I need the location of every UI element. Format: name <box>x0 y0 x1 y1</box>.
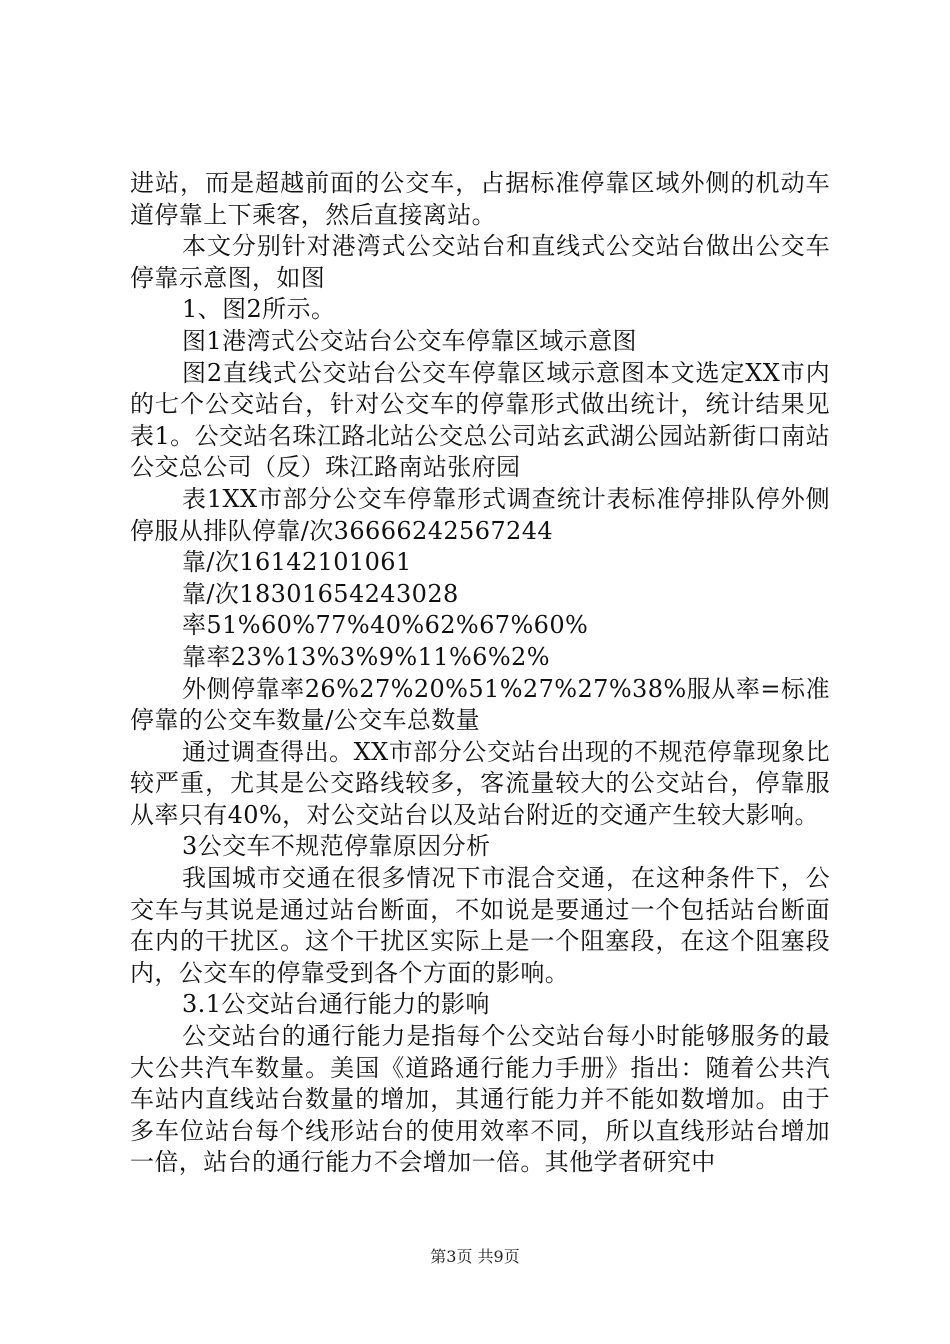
document-body <box>130 168 830 1179</box>
table-row: 外侧停靠率26%27%20%51%27%27%38%服从率=标准停靠的公交车数量/公交车总数量 <box>130 674 830 735</box>
paragraph: 本文分别针对港湾式公交站台和直线式公交站台做出公交车停靠示意图，如图 <box>130 232 830 292</box>
table-caption: 表1XX市部分公交车停靠形式调查统计表标准停排队停外侧停服从排队停靠/次36666242567244 <box>130 484 830 545</box>
section-heading: 3公交车不规范停靠原因分析 <box>182 832 491 861</box>
figure-caption: 图1港湾式公交站台公交车停靠区域示意图 <box>182 326 637 355</box>
paragraph: 图2直线式公交站台公交车停靠区域示意图本文选定XX市内的七个公交站台，针对公交车的停靠形式做出统计，统计结果见表1。公交站名珠江路北站公交总公司站玄武湖公园站新街口南站公交总公司（反）珠江路南站张府园 <box>130 358 830 482</box>
paragraph: 进站，而是超越前面的公交车，占据标准停靠区域外侧的机动车道停靠上下乘客，然后直接离站。 <box>130 169 830 229</box>
paragraph: 我国城市交通在很多情况下市混合交通，在这种条件下，公交车与其说是通过站台断面，不如说是要通过一个包括站台断面在内的干扰区。这个干扰区实际上是一个阻塞段，在这个阻塞段内，公交车的停靠受到各个方面的影响。 <box>130 864 830 987</box>
paragraph: 1、图2所示。 <box>182 295 336 324</box>
table-row: 靠/次16142101061 <box>182 548 412 577</box>
table-row: 率51%60%77%40%62%67%60% <box>182 611 589 640</box>
table-row: 靠率23%13%3%9%11%6%2% <box>182 642 550 671</box>
paragraph: 公交站台的通行能力是指每个公交站台每小时能够服务的最大公共汽车数量。美国《道路通行能力手册》指出：随着公共汽车站内直线站台数量的增加，其通行能力并不能如数增加。由于多车位站台每个线形站台的使用效率不同，所以直线形站台增加一倍，站台的通行能力不会增加一倍。其他学者研究中 <box>130 1022 830 1177</box>
subsection-heading: 3.1公交站台通行能力的影响 <box>182 990 490 1019</box>
page-footer: 第3页 共9页 <box>430 1247 520 1266</box>
table-row: 靠/次18301654243028 <box>182 579 459 608</box>
paragraph: 通过调查得出。XX市部分公交站台出现的不规范停靠现象比较严重，尤其是公交路线较多，客流量较大的公交站台，停靠服从率只有40%，对公交站台以及站台附近的交通产生较大影响。 <box>130 737 830 829</box>
